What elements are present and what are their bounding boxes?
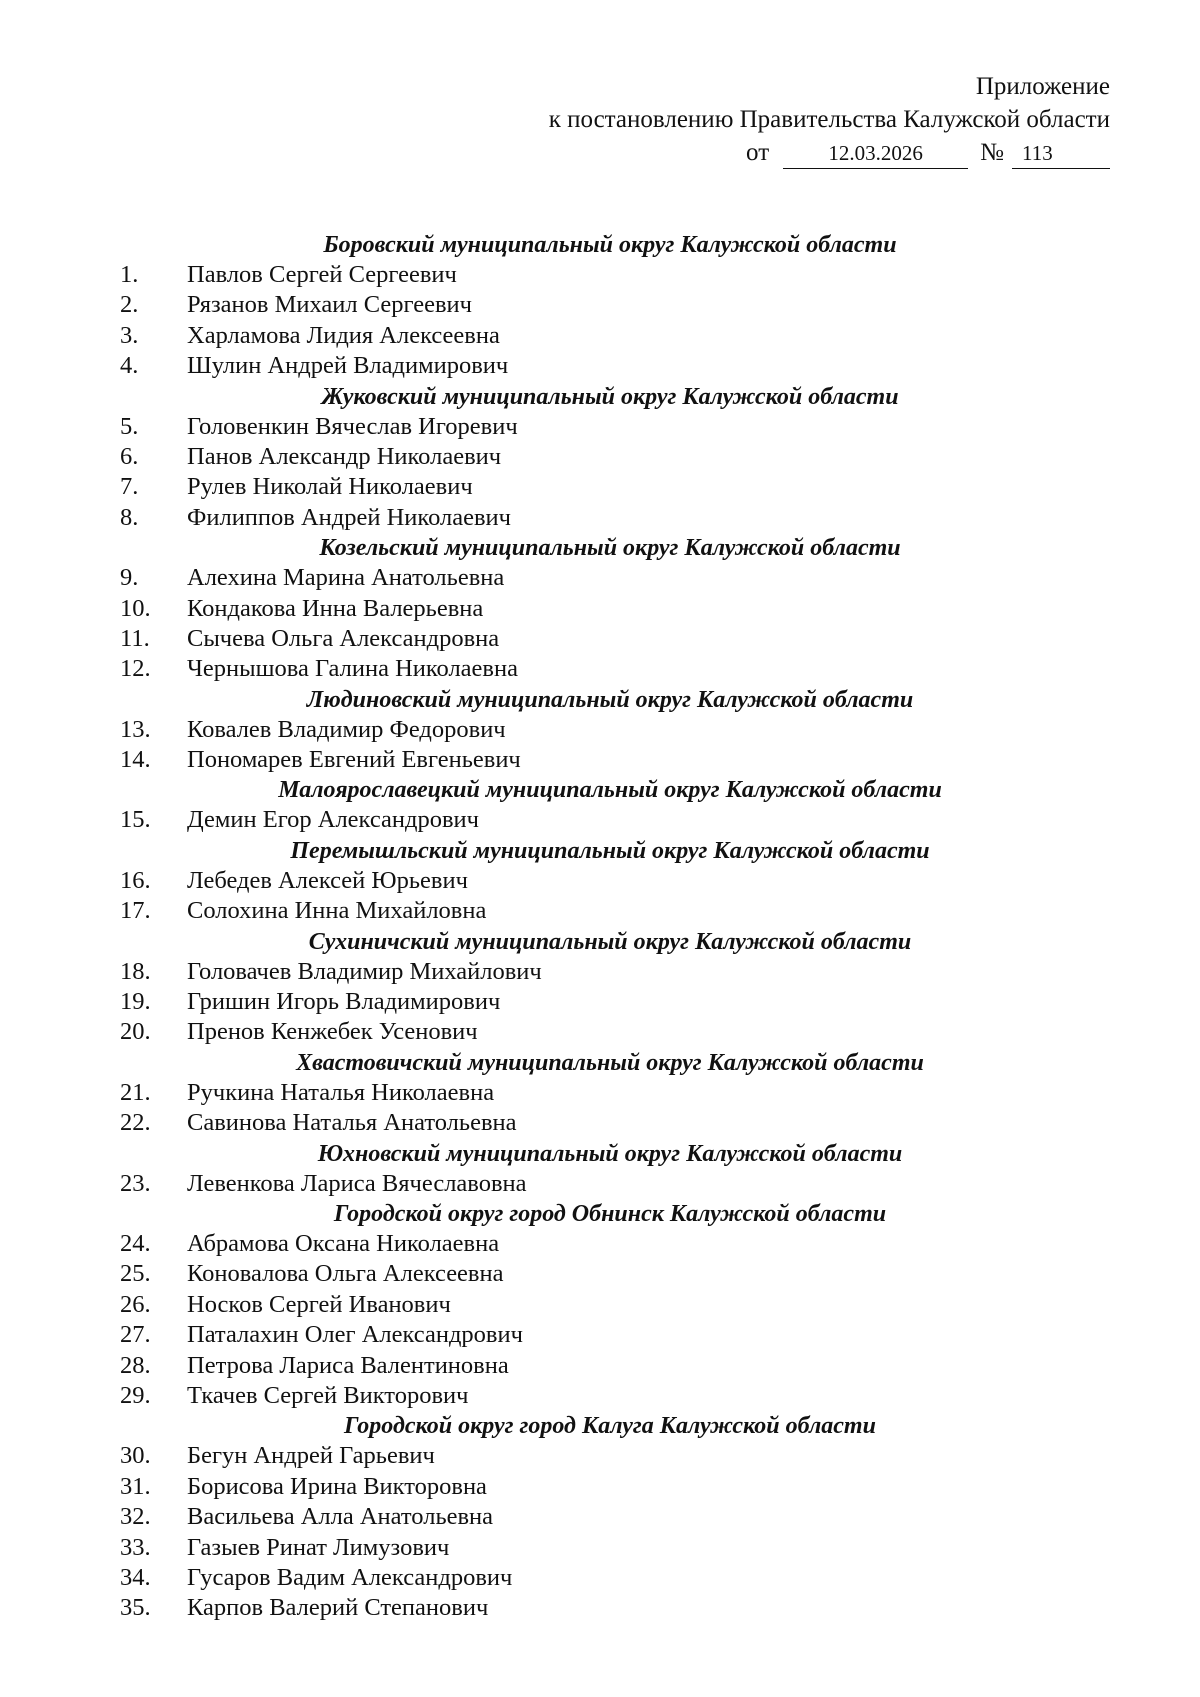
document-number: 113	[1012, 140, 1110, 169]
person-name: Сычева Ольга Александровна	[187, 624, 500, 652]
list-item	[0, 896, 1200, 926]
item-number: 12.	[120, 655, 151, 683]
person-name: Гришин Игорь Владимирович	[187, 988, 501, 1016]
list-item	[0, 503, 1200, 533]
person-name: Головенкин Вячеслав Игоревич	[187, 412, 518, 440]
item-number: 6.	[120, 442, 139, 470]
item-number: 33.	[120, 1533, 151, 1561]
person-name: Пренов Кенжебек Усенович	[187, 1018, 478, 1046]
person-name: Павлов Сергей Сергеевич	[187, 261, 457, 288]
item-number: 34.	[120, 1563, 151, 1591]
person-name: Панов Александр Николаевич	[187, 442, 502, 470]
item-number: 1.	[120, 261, 139, 288]
person-name: Абрамова Оксана Николаевна	[187, 1229, 500, 1257]
document-date: 12.03.2026	[783, 140, 968, 169]
list-item	[0, 866, 1200, 896]
person-name: Рулев Николай Николаевич	[187, 473, 473, 501]
item-number: 11.	[120, 624, 150, 652]
list-item	[0, 1533, 1200, 1563]
list-item	[0, 260, 1200, 290]
number-prefix: №	[980, 139, 1004, 166]
item-number: 32.	[120, 1503, 151, 1531]
date-number-line	[549, 136, 1110, 169]
item-number: 9.	[120, 564, 139, 592]
district-heading: Людиновский муниципальный округ Калужской области	[306, 686, 914, 713]
item-number: 3.	[120, 321, 139, 349]
person-name: Филиппов Андрей Николаевич	[187, 503, 511, 531]
item-number: 22.	[120, 1109, 151, 1137]
appendix-subtitle: к постановлению Правительства Калужской области	[548, 106, 1110, 133]
item-number: 8.	[120, 503, 139, 531]
date-prefix: от	[746, 139, 770, 166]
item-number: 29.	[120, 1381, 151, 1409]
person-name: Гусаров Вадим Александрович	[187, 1563, 513, 1591]
item-number: 27.	[120, 1321, 151, 1349]
person-name: Васильева Алла Анатольевна	[187, 1503, 494, 1531]
list-item	[0, 1502, 1200, 1532]
list-item	[0, 1320, 1200, 1350]
list-item	[0, 1169, 1200, 1199]
district-heading: Малоярославецкий муниципальный округ Калужской области	[278, 777, 942, 804]
item-number: 24.	[120, 1229, 151, 1257]
list-item	[0, 1078, 1200, 1108]
item-number: 28.	[120, 1351, 151, 1379]
person-name: Ткачев Сергей Викторович	[187, 1381, 469, 1409]
person-name: Носков Сергей Иванович	[187, 1290, 451, 1318]
person-name: Лебедев Алексей Юрьевич	[187, 866, 468, 894]
list-item	[0, 442, 1200, 472]
list-item	[0, 1259, 1200, 1289]
item-number: 4.	[120, 352, 139, 380]
district-heading: Перемышльский муниципальный округ Калужской области	[290, 837, 930, 864]
district-heading: Жуковский муниципальный округ Калужской области	[321, 383, 899, 410]
person-name: Демин Егор Александрович	[187, 806, 479, 834]
list-item	[0, 715, 1200, 745]
item-number: 30.	[120, 1442, 151, 1470]
person-name: Чернышова Галина Николаевна	[187, 655, 518, 683]
item-number: 25.	[120, 1260, 151, 1288]
list-item	[0, 1290, 1200, 1320]
item-number: 16.	[120, 866, 151, 894]
person-name: Рязанов Михаил Сергеевич	[187, 291, 472, 319]
list-item	[0, 957, 1200, 987]
person-name: Бегун Андрей Гарьевич	[187, 1442, 435, 1470]
person-name: Паталахин Олег Александрович	[187, 1321, 523, 1349]
list-item	[0, 1229, 1200, 1259]
person-name: Коновалова Ольга Алексеевна	[187, 1260, 504, 1288]
item-number: 5.	[120, 412, 139, 440]
list-item	[0, 563, 1200, 593]
district-heading: Юхновский муниципальный округ Калужской области	[317, 1140, 903, 1167]
list-item	[0, 805, 1200, 835]
person-name: Газыев Ринат Лимузович	[187, 1533, 450, 1561]
item-number: 35.	[120, 1594, 151, 1622]
appendix-title: Приложение	[975, 73, 1110, 100]
list-item	[0, 624, 1200, 654]
list-item	[0, 1563, 1200, 1593]
list-item	[0, 654, 1200, 684]
person-name: Савинова Наталья Анатольевна	[187, 1109, 517, 1137]
item-number: 23.	[120, 1169, 151, 1197]
person-name: Ковалев Владимир Федорович	[187, 715, 506, 743]
person-name: Ручкина Наталья Николаевна	[187, 1078, 495, 1106]
list-item	[0, 321, 1200, 351]
list-item	[0, 1017, 1200, 1047]
list-item	[0, 1108, 1200, 1138]
person-name: Солохина Инна Михайловна	[187, 897, 487, 925]
item-number: 26.	[120, 1290, 151, 1318]
district-heading: Хвастовичский муниципальный округ Калужской области	[296, 1049, 924, 1076]
list-item	[0, 472, 1200, 502]
item-number: 31.	[120, 1472, 151, 1500]
district-heading: Сухиничский муниципальный округ Калужской области	[308, 928, 912, 955]
list-item	[0, 1472, 1200, 1502]
people-list	[0, 230, 1200, 1624]
person-name: Карпов Валерий Степанович	[187, 1594, 489, 1622]
item-number: 10.	[120, 594, 151, 622]
item-number: 19.	[120, 988, 151, 1016]
list-item	[0, 1351, 1200, 1381]
list-item	[0, 987, 1200, 1017]
item-number: 13.	[120, 715, 151, 743]
district-heading: Козельский муниципальный округ Калужской области	[319, 535, 901, 562]
item-number: 7.	[120, 473, 139, 501]
person-name: Головачев Владимир Михайлович	[187, 957, 542, 985]
district-heading: Городской округ город Калуга Калужской области	[344, 1413, 876, 1440]
item-number: 17.	[120, 897, 151, 925]
person-name: Борисова Ирина Викторовна	[187, 1472, 487, 1500]
person-name: Шулин Андрей Владимирович	[187, 352, 509, 380]
item-number: 2.	[120, 291, 139, 319]
item-number: 15.	[120, 806, 151, 834]
person-name: Левенкова Лариса Вячеславовна	[187, 1169, 527, 1197]
person-name: Кондакова Инна Валерьевна	[187, 594, 484, 622]
item-number: 20.	[120, 1018, 151, 1046]
district-heading: Боровский муниципальный округ Калужской области	[323, 232, 897, 258]
list-item	[0, 1441, 1200, 1471]
document-header	[549, 70, 1110, 169]
list-item	[0, 351, 1200, 381]
list-item	[0, 1593, 1200, 1623]
list-item	[0, 412, 1200, 442]
person-name: Харламова Лидия Алексеевна	[187, 321, 500, 349]
person-name: Пономарев Евгений Евгеньевич	[187, 746, 521, 774]
item-number: 14.	[120, 746, 151, 774]
item-number: 21.	[120, 1078, 151, 1106]
person-name: Алехина Марина Анатольевна	[187, 564, 505, 592]
list-item	[0, 290, 1200, 320]
list-item	[0, 594, 1200, 624]
item-number: 18.	[120, 957, 151, 985]
person-name: Петрова Лариса Валентиновна	[187, 1351, 509, 1379]
district-heading: Городской округ город Обнинск Калужской области	[333, 1200, 887, 1227]
list-item	[0, 1381, 1200, 1411]
list-item	[0, 745, 1200, 775]
